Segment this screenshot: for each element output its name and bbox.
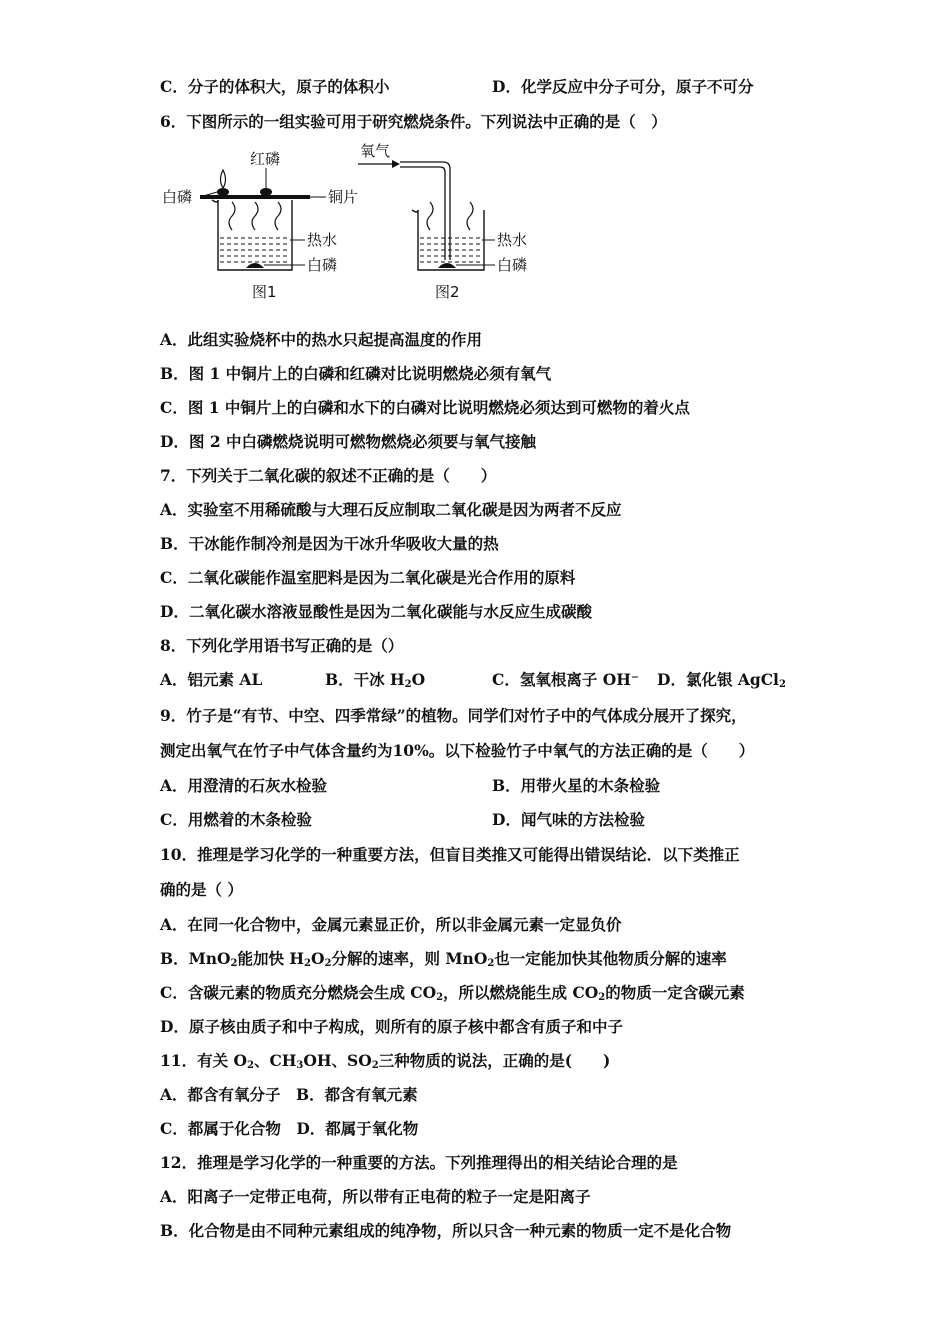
q5-option-d: D．化学反应中分子可分，原子不可分 <box>492 77 754 96</box>
label-hot-water-2: 热水 <box>497 231 528 249</box>
q10-option-a: A．在同一化合物中，金属元素显正价，所以非金属元素一定显负价 <box>160 915 622 934</box>
figure2-water <box>420 238 482 262</box>
q9-stem-line2: 测定出氧气在竹子中气体含量约为10%。以下检验竹子中氧气的方法正确的是（ ） <box>160 741 755 760</box>
label-red-phosphorus: 红磷 <box>250 150 281 168</box>
figure2-beaker <box>412 210 484 270</box>
flame-icon <box>217 170 229 196</box>
label-fig2: 图2 <box>435 283 460 301</box>
q11-stem: 11．有关 $O_2$、$CH_3OH$、$SO_2$三种物质的说法，正确的是( ) <box>160 1051 611 1071</box>
q7-option-c: C．二氧化碳能作温室肥料是因为二氧化碳是光合作用的原料 <box>160 568 576 587</box>
q6-option-d: D．图 2 中白磷燃烧说明可燃物燃烧必须要与氧气接触 <box>160 432 537 451</box>
q10-stem-line1: 10．推理是学习化学的一种重要方法，但盲目类推又可能得出错误结论．以下类推正 <box>160 845 740 864</box>
q9-option-b: B．用带火星的木条检验 <box>492 776 661 795</box>
figure1-beaker <box>212 200 292 270</box>
q6-option-a: A．此组实验烧杯中的热水只起提高温度的作用 <box>160 330 483 349</box>
oxygen-tube <box>400 162 450 260</box>
q6-option-c: C．图 1 中铜片上的白磷和水下的白磷对比说明燃烧必须达到可燃物的着火点 <box>160 398 690 417</box>
q9-option-c: C．用燃着的木条检验 <box>160 810 312 829</box>
q12-option-a: A．阳离子一定带正电荷，所以带有正电荷的粒子一定是阳离子 <box>160 1187 591 1206</box>
q9-option-d: D．闻气味的方法检验 <box>492 810 645 829</box>
label-white-phosphorus-1: 白磷 <box>307 256 338 274</box>
label-copper: 铜片 <box>328 188 359 206</box>
q7-option-a: A．实验室不用稀硫酸与大理石反应制取二氧化碳是因为两者不反应 <box>160 500 622 519</box>
figure1-water <box>220 238 290 262</box>
figure2-phosphorus <box>438 263 456 268</box>
q7-option-b: B．干冰能作制冷剂是因为干冰升华吸收大量的热 <box>160 534 499 553</box>
q11-options-ab: A．都含有氧分子 B．都含有氧元素 <box>160 1085 418 1104</box>
combustion-experiment-figure <box>160 140 540 305</box>
q10-stem-line2: 确的是（ ） <box>160 880 243 899</box>
q8-option-d: D．氯化银 AgCl$_2$ <box>657 670 786 690</box>
q8-stem: 8．下列化学用语书写正确的是（） <box>160 636 404 655</box>
q12-stem: 12．推理是学习化学的一种重要的方法。下列推理得出的相关结论合理的是 <box>160 1153 678 1172</box>
q8-option-c: C．氢氧根离子 OH⁻ <box>492 670 640 689</box>
label-white-phosphorus-top: 白磷 <box>162 188 193 206</box>
underwater-phosphorus <box>246 263 264 268</box>
red-phosphorus <box>260 188 272 196</box>
q9-option-a: A．用澄清的石灰水检验 <box>160 776 328 795</box>
steam-lines <box>229 202 281 230</box>
label-white-phosphorus-2: 白磷 <box>497 256 528 274</box>
q12-option-b: B．化合物是由不同种元素组成的纯净物，所以只含一种元素的物质一定不是化合物 <box>160 1221 732 1240</box>
q7-option-d: D．二氧化碳水溶液显酸性是因为二氧化碳能与水反应生成碳酸 <box>160 602 592 621</box>
q8-option-a: A．铝元素 AL <box>160 670 263 689</box>
q10-option-b: B．MnO$_2$能加快 $H_2O_2$分解的速率，则 MnO$_2$也一定能加快其他物质分解的速率 <box>160 949 727 969</box>
label-fig1: 图1 <box>252 283 277 301</box>
q10-option-d: D．原子核由质子和中子构成，则所有的原子核中都含有质子和中子 <box>160 1017 623 1036</box>
q5-option-c: C．分子的体积大，原子的体积小 <box>160 77 390 96</box>
q10-option-c: C．含碳元素的物质充分燃烧会生成 $CO_2$，所以燃烧能生成 $CO_2$的物质一定含碳元素 <box>160 983 745 1003</box>
q8-option-b: B．干冰 $H_2O$ <box>325 670 426 690</box>
q7-stem: 7．下列关于二氧化碳的叙述不正确的是（ ） <box>160 466 497 485</box>
arrow-icon <box>392 160 400 168</box>
label-hot-water-1: 热水 <box>307 231 338 249</box>
q6-option-b: B．图 1 中铜片上的白磷和红磷对比说明燃烧必须有氧气 <box>160 364 552 383</box>
label-oxygen: 氧气 <box>360 142 391 160</box>
q6-stem: 6．下图所示的一组实验可用于研究燃烧条件。下列说法中正确的是（ ） <box>160 112 667 131</box>
copper-sheet <box>200 195 310 199</box>
q9-stem-line1: 9．竹子是“有节、中空、四季常绿”的植物。同学们对竹子中的气体成分展开了探究， <box>160 706 747 725</box>
q11-options-cd: C．都属于化合物 D．都属于氧化物 <box>160 1119 419 1138</box>
